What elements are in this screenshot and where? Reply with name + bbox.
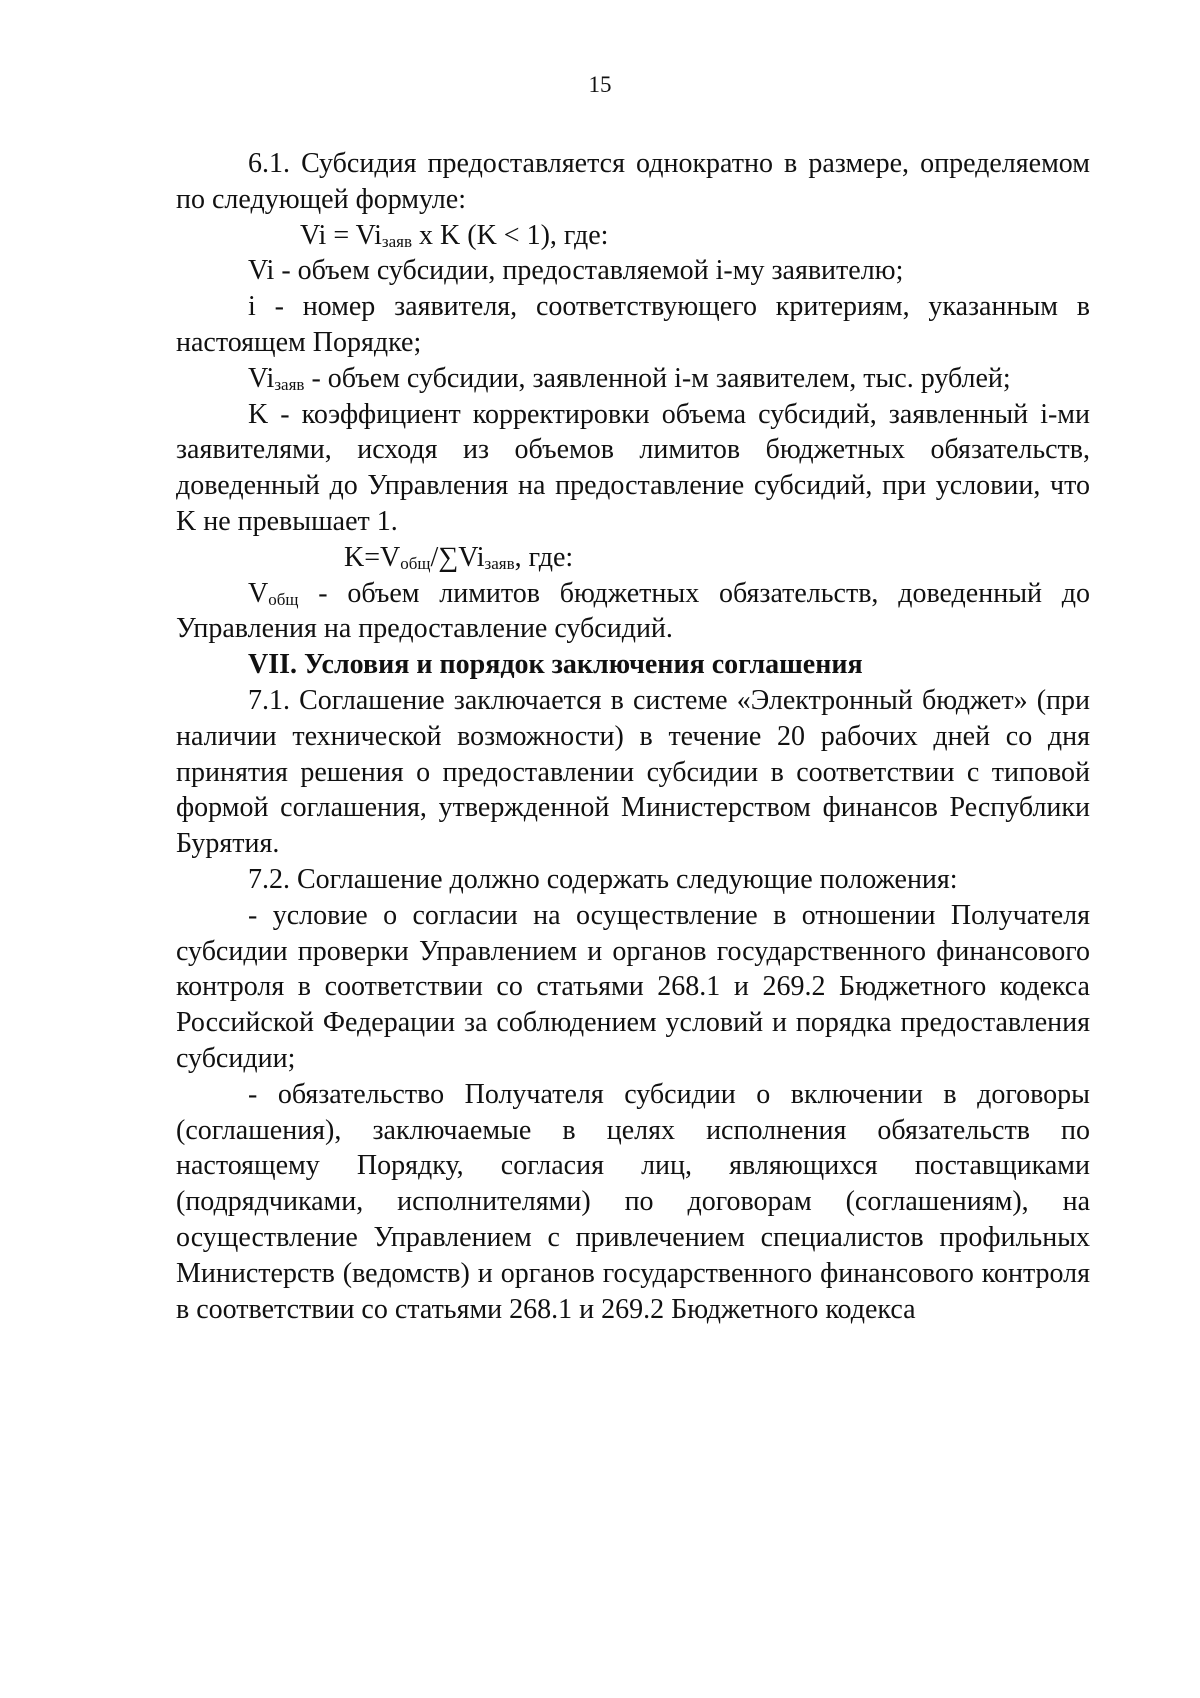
formula-subscript: заяв: [381, 231, 413, 251]
page-number: 15: [588, 72, 612, 97]
formula-correction-coefficient: [176, 540, 1090, 576]
paragraph-7-2: 7.2. Соглашение должно содержать следующие положения:: [248, 863, 958, 895]
definition-vi: Vi - объем субсидии, предоставляемой i-му заявителю;: [248, 255, 904, 287]
list-item: - обязательство Получателя субсидии о включении в договоры (соглашения), заключаемые в целях исполнения обязательств по настоящему Порядку, согласия лиц, являющихся поставщиками (подрядчиками, исполнителями) по договорам (соглашениям), на осуществление Управлением с привлечением специалистов профильных Министерств (ведомств) и органов государственного финансового контроля в соответствии со статьями 268.1 и 269.2 Бюджетного кодекса: [176, 1078, 1090, 1325]
definition-i: i - номер заявителя, соответствующего критериям, указанным в настоящем Порядке;: [176, 291, 1090, 358]
definition-subscript: заяв: [274, 374, 305, 394]
formula-subscript-1: общ: [400, 553, 431, 573]
formula-part-1: K=V: [344, 541, 401, 573]
formula-lhs: Vi = Vi: [300, 219, 382, 251]
definition-subscript: общ: [268, 589, 299, 609]
definition-vi-zayav: [176, 361, 1090, 397]
definition-k: K - коэффициент корректировки объема субсидий, заявленный i-ми заявителями, исходя из объемов лимитов бюджетных обязательств, доведенный до Управления на предоставление субсидий, при условии, что K не превышает 1.: [176, 398, 1090, 537]
document-body: [176, 146, 1090, 1327]
paragraph-7-1: 7.1. Соглашение заключается в системе «Электронный бюджет» (при наличии технической возможности) в течение 20 рабочих дней со дня принятия решения о предоставлении субсидии в соответствии с типовой формой соглашения, утвержденной Министерством финансов Республики Бурятия.: [176, 684, 1090, 860]
formula-part-2: /∑Vi: [430, 541, 485, 573]
definition-symbol: V: [248, 577, 269, 609]
definition-text: - объем субсидии, заявленной i-м заявителем, тыс. рублей;: [304, 362, 1011, 394]
formula-rhs: x K (K < 1), где:: [412, 219, 609, 251]
formula-part-3: , где:: [514, 541, 574, 573]
definition-text: - объем лимитов бюджетных обязательств, доведенный до Управления на предоставление субсидий.: [176, 577, 1090, 645]
definition-symbol: Vi: [248, 362, 275, 394]
list-item: - условие о согласии на осуществление в отношении Получателя субсидии проверки Управлением и органов государственного финансового контроля в соответствии со статьями 268.1 и 269.2 Бюджетного кодекса Российской Федерации за соблюдением условий и порядка предоставления субсидии;: [176, 899, 1090, 1074]
formula-subsidy-volume: [176, 218, 1090, 254]
formula-subscript-2: заяв: [484, 553, 515, 573]
section-heading: VII. Условия и порядок заключения соглашения: [248, 649, 863, 681]
definition-vobsch: [176, 576, 1090, 648]
paragraph-6-1: 6.1. Субсидия предоставляется однократно в размере, определяемом по следующей формуле:: [176, 148, 1090, 215]
